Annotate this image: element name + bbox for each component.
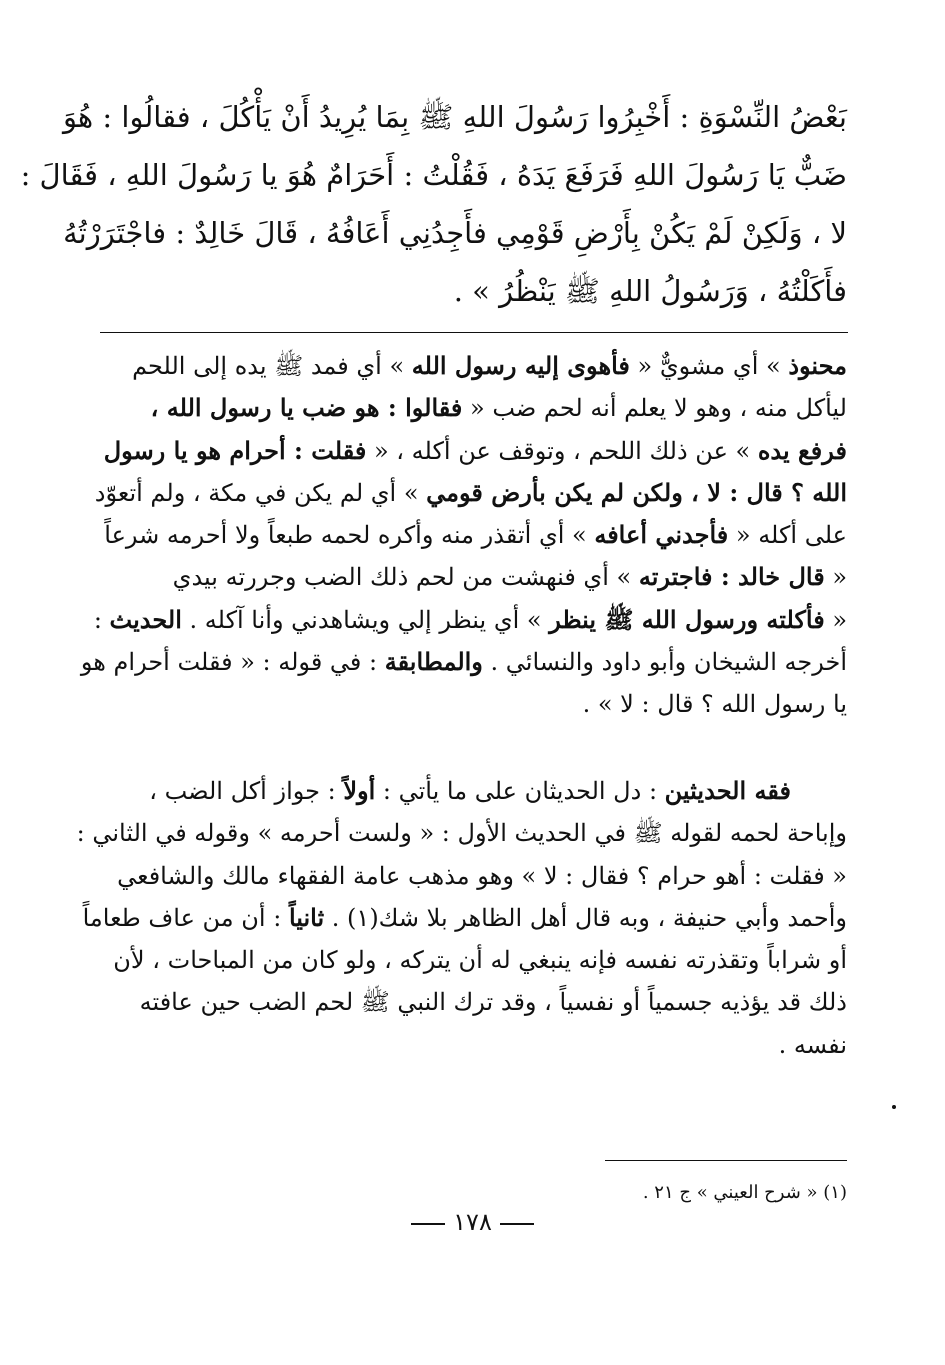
bold-term: الحديث bbox=[109, 604, 182, 634]
commentary-line bbox=[96, 345, 847, 387]
text-run: : في قوله : « فقلت أحرام هو bbox=[80, 648, 385, 677]
fiqh-line bbox=[96, 770, 847, 812]
bold-term: فأجدني أعافه bbox=[594, 520, 729, 550]
commentary-line bbox=[80, 641, 847, 683]
hadith-line: ضَبٌّ يَا رَسُولَ اللهِ فَرَفَعَ يَدَهُ ، فَقُلْتُ : أَحَرَامٌ هُوَ يا رَسُولَ اللهِ ، فَقَالَ : bbox=[20, 158, 847, 192]
text-run: : أن من عاف طعاماً bbox=[82, 903, 289, 932]
fiqh-line bbox=[96, 1024, 847, 1066]
text-run: ليأكل منه ، وهو لا يعلم أنه لحم ضب « bbox=[462, 394, 847, 423]
bold-term: فقلت : أحرام هو يا رسول bbox=[103, 435, 367, 465]
commentary-line bbox=[96, 556, 847, 598]
text-run: يا رسول الله ؟ قال : لا » . bbox=[582, 690, 847, 719]
text-run: » أي فمد ﷺ يده إلى اللحم bbox=[132, 352, 412, 380]
page-number bbox=[0, 1208, 945, 1236]
commentary-line bbox=[96, 387, 847, 429]
fiqh-line bbox=[96, 981, 847, 1023]
bold-term: فقالوا : هو ضب يا رسول الله ، bbox=[150, 393, 463, 423]
bold-term: فأكلته ورسول الله ﷺ ينظر bbox=[549, 604, 825, 634]
text-run: أخرجه الشيخان وأبو داود والنسائي . bbox=[482, 648, 847, 677]
bold-term: والمطابقة bbox=[384, 647, 483, 677]
commentary-line bbox=[96, 472, 847, 514]
margin-dot bbox=[892, 1105, 896, 1109]
hadith-line: لا ، وَلَكِنْ لَمْ يَكُنْ بِأَرْضِ قَوْمِي فأَجِدُنِي أَعَافُهُ ، قَالَ خَالِدٌ : فاجْتَرَرْتُهُ bbox=[63, 216, 847, 250]
bold-term: محنوذ bbox=[788, 351, 847, 380]
fiqh-line bbox=[96, 855, 847, 897]
bold-term: قال خالد : فاجترته bbox=[638, 562, 825, 592]
bold-term: فقه الحديثين bbox=[664, 776, 791, 805]
commentary-line bbox=[96, 514, 847, 556]
text-run: وإباحة لحمه لقوله ﷺ في الحديث الأول : « ولست أحرمه » وقوله في الثاني : bbox=[76, 819, 847, 848]
text-run: « bbox=[824, 605, 847, 634]
text-run: « فقلت : أهو حرام ؟ فقال : لا » وهو مذهب عامة الفقهاء مالك والشافعي bbox=[117, 861, 847, 890]
fiqh-line bbox=[76, 812, 847, 854]
text-run: » عن ذلك اللحم ، وتوقف عن أكله ، « bbox=[366, 436, 758, 465]
commentary-line bbox=[93, 599, 847, 641]
commentary-line bbox=[96, 683, 847, 725]
bold-term: أولاً bbox=[343, 776, 376, 805]
footnote-divider bbox=[605, 1160, 847, 1161]
fiqh-line bbox=[82, 897, 847, 939]
text-run: » أي لم يكن في مكة ، ولم أتعوّد bbox=[94, 478, 427, 507]
text-run: على أكله « bbox=[728, 521, 847, 550]
bold-term: الله ؟ قال : لا ، ولكن لم يكن بأرض قومي bbox=[426, 477, 847, 507]
text-run: » أي مشويٌّ « bbox=[629, 352, 789, 380]
text-run: : دل الحديثان على ما يأتي : bbox=[375, 777, 665, 805]
text-run: « bbox=[824, 563, 847, 592]
commentary-line bbox=[96, 430, 847, 472]
page-number-dash bbox=[411, 1223, 445, 1225]
text-run: » أي ينظر إلي ويشاهدني وأنا آكله . bbox=[181, 605, 550, 634]
commentary-block bbox=[80, 345, 847, 726]
hadith-text bbox=[20, 88, 847, 320]
fiqh-block bbox=[76, 770, 847, 1066]
text-run: وأحمد وأبي حنيفة ، وبه قال أهل الظاهر بلا شك(١) . bbox=[324, 903, 847, 932]
fiqh-line bbox=[96, 939, 847, 981]
text-run: أو شراباً وتقذرته نفسه فإنه ينبغي له أن يتركه ، ولو كان من المباحات ، لأن bbox=[113, 946, 847, 975]
page-number-dash bbox=[500, 1223, 534, 1225]
text-run: : bbox=[93, 605, 110, 634]
hadith-line: فأَكَلْتُهُ ، وَرَسُولُ اللهِ ﷺ يَنْظُرُ » . bbox=[453, 274, 847, 308]
page-number-value: ١٧٨ bbox=[453, 1208, 492, 1236]
hadith-line: بَعْضُ النِّسْوَةِ : أَخْبِرُوا رَسُولَ اللهِ ﷺ بِمَا يُرِيدُ أَنْ يَأْكُلَ ، فقالُوا : هُوَ bbox=[62, 100, 847, 134]
text-run: » أي أتقذر منه وأكره لحمه طبعاً ولا أحرمه شرعاً bbox=[104, 521, 595, 550]
text-run: : جواز أكل الضب ، bbox=[149, 777, 344, 805]
bold-term: ثانياً bbox=[288, 902, 325, 932]
section-divider bbox=[100, 332, 848, 333]
bold-term: فأهوى إليه رسول الله bbox=[411, 351, 630, 380]
text-run: » أي فنهشت من لحم ذلك الضب وجررته بيدي bbox=[172, 563, 639, 592]
text-run: ذلك قد يؤذيه جسمياً أو نفسياً ، وقد ترك النبي ﷺ لحم الضب حين عافته bbox=[139, 988, 847, 1017]
text-run: نفسه . bbox=[778, 1030, 847, 1059]
footnote: (١) « شرح العيني » ج ٢١ . bbox=[642, 1182, 847, 1203]
bold-term: فرفع يده bbox=[757, 435, 847, 465]
